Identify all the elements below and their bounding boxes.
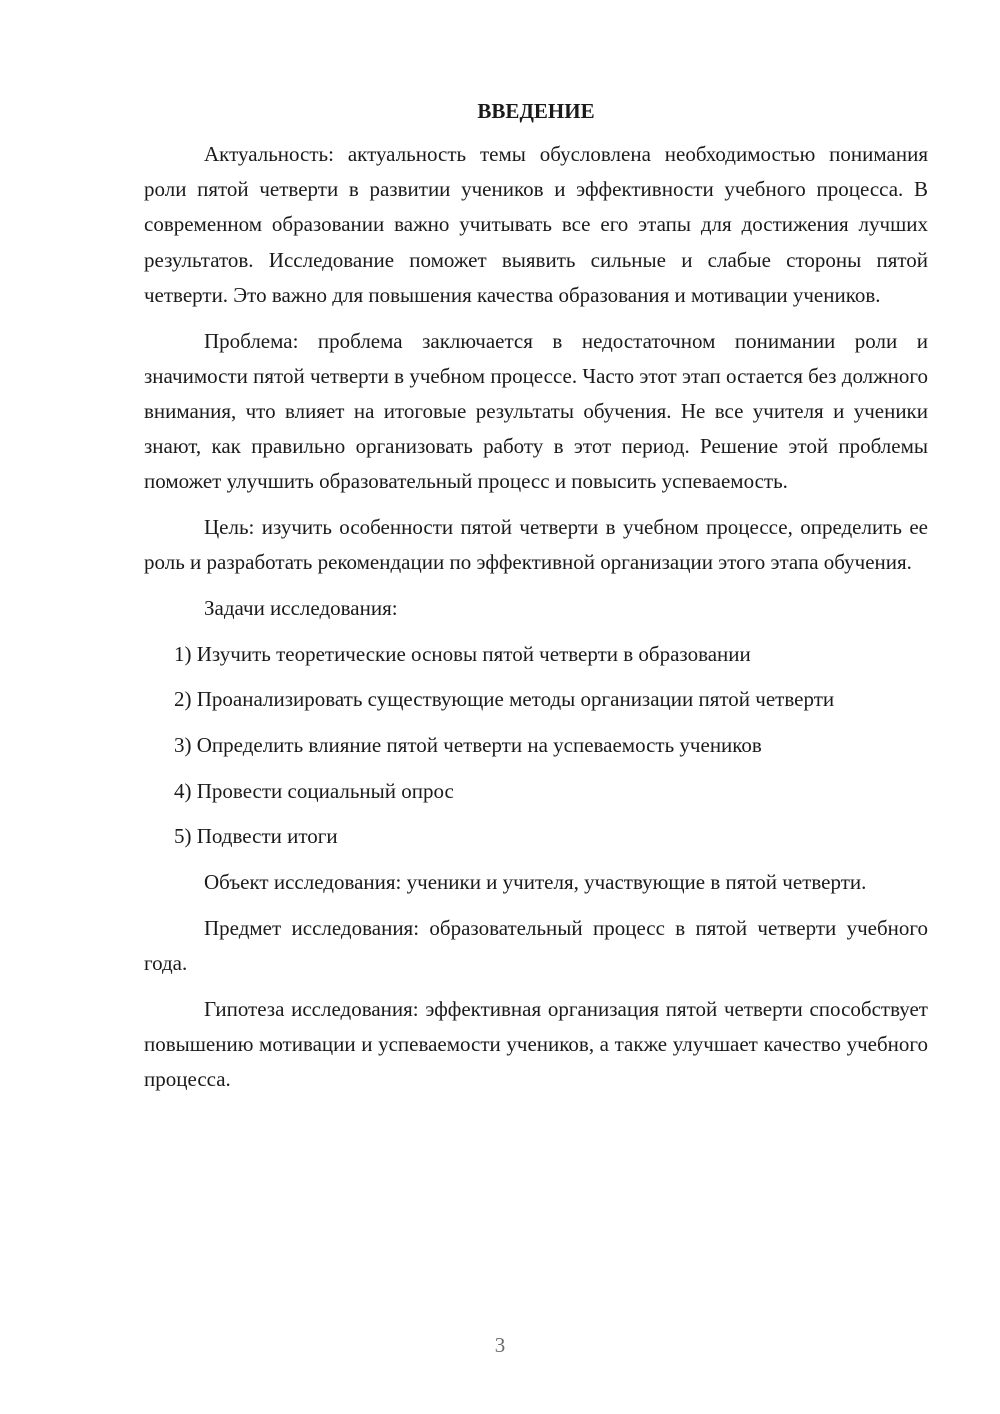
- paragraph-goal: Цель: изучить особенности пятой четверти в учебном процессе, определить ее роль и разработать рекомендации по эффективной организации этого этапа обучения.: [144, 515, 928, 575]
- page-title: ВВЕДЕНИЕ: [477, 99, 595, 123]
- list-item: 2) Проанализировать существующие методы организации пятой четверти: [174, 687, 835, 712]
- paragraph-object: Объект исследования: ученики и учителя, участвующие в пятой четверти.: [204, 870, 867, 895]
- tasks-list: [144, 637, 928, 855]
- list-item: 4) Провести социальный опрос: [174, 778, 454, 803]
- paragraph-subject: Предмет исследования: образовательный процесс в пятой четверти учебного года.: [144, 915, 928, 976]
- page-number: 3: [494, 1333, 506, 1357]
- list-item: 5) Подвести итоги: [174, 824, 338, 849]
- paragraph-hypothesis: Гипотеза исследования: эффективная организация пятой четверти способствует повышению мотивации и успеваемости учеников, а также улучшает качество учебного процесса.: [144, 996, 928, 1092]
- paragraph-relevance: Актуальность: актуальность темы обусловлена необходимостью понимания роли пятой четверти в развитии учеников и эффективности учебного процесса. В современном образовании важно учитывать все его этапы для достижения лучших результатов. Исследование поможет выявить сильные и слабые стороны пятой четверти. Это важно для повышения качества образования и мотивации учеников.: [144, 142, 928, 307]
- list-item: 1) Изучить теоретические основы пятой четверти в образовании: [174, 641, 751, 666]
- paragraph-problem: Проблема: проблема заключается в недостаточном понимании роли и значимости пятой четверти в учебном процессе. Часто этот этап остается без должного внимания, что влияет на итоговые результаты обучения. Не все учителя и ученики знают, как правильно организовать работу в этот период. Решение этой проблемы поможет улучшить образовательный процесс и повысить успеваемость.: [144, 328, 928, 494]
- list-item: 3) Определить влияние пятой четверти на успеваемость учеников: [174, 733, 762, 758]
- tasks-title: Задачи исследования:: [204, 595, 398, 620]
- page-body: [144, 97, 928, 1097]
